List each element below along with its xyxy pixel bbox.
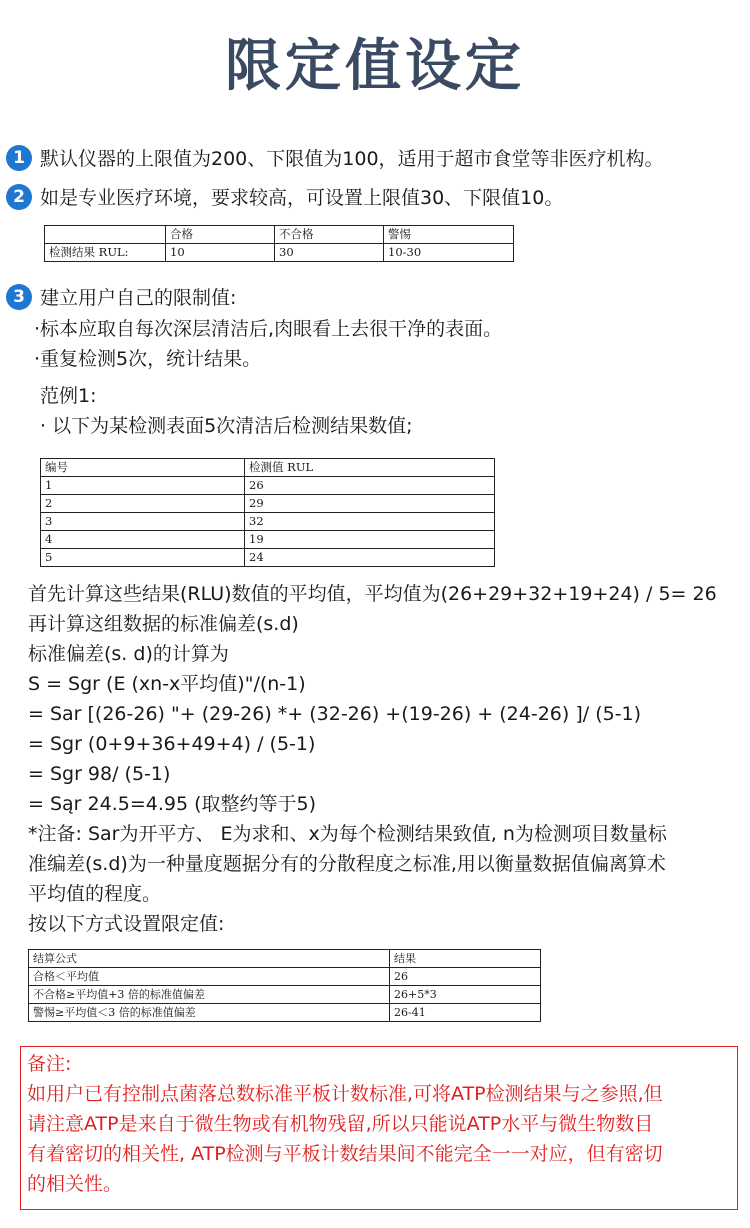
table-cell: 5 [41,549,245,567]
formula-table [28,949,541,1022]
item-2 [6,183,563,210]
table-cell: 检测值 RUL [245,459,495,477]
table-cell: 26-41 [390,1004,541,1022]
calc-line: = Sgr (0+9+36+49+4) / (5-1) [28,733,316,755]
table-row [29,968,541,986]
note-box [20,1046,738,1210]
table-cell: 2 [41,495,245,513]
item-3-text: 建立用户自己的限制值: [40,287,237,309]
table-row [29,1004,541,1022]
table-cell: 编号 [41,459,245,477]
table-cell: 26 [245,477,495,495]
table-row [45,226,514,244]
table-cell: 4 [41,531,245,549]
calc-line: *注备: Sar为开平方、 E为求和、x为每个检测结果致值, n为检测项目数量标 [28,823,667,845]
table-cell: 19 [245,531,495,549]
table-row [41,495,495,513]
calc-line: 准编差(s.d)为一种量度题据分有的分散程度之标准,用以衡量数据值偏离算术 [28,853,666,875]
calc-line: 平均值的程度。 [28,883,162,905]
table-cell: 29 [245,495,495,513]
item-2-text: 如是专业医疗环境，要求较高，可设置上限值30、下限值10。 [40,187,564,209]
calc-line: 首先计算这些结果(RLU)数值的平均值，平均值为(26+29+32+19+24) / 5= 26 [28,583,717,605]
note-line: 如用户已有控制点菌落总数标准平板计数标准,可将ATP检测结果与之参照,但 [27,1083,663,1105]
calc-line: = Sąr 24.5=4.95 (取整约等于5) [28,793,316,815]
table-cell: 不合格 [275,226,384,244]
page-title: 限定值设定 [225,34,525,99]
number-badge-3-icon: 3 [6,284,32,310]
table-cell: 3 [41,513,245,531]
note-line: 请注意ATP是来自于微生物或有机物残留,所以只能说ATP水平与微生物数目 [27,1113,654,1135]
table-row [41,549,495,567]
table-row [29,986,541,1004]
table-row [29,950,541,968]
table-cell: 合格 [166,226,275,244]
calc-line: S = Sgr (E (xn-x平均值)"/(n-1) [28,673,306,695]
table-cell: 结果 [390,950,541,968]
table-cell: 24 [245,549,495,567]
calc-line: 按以下方式设置限定值: [28,913,225,935]
note-title: 备注: [27,1053,72,1075]
table-cell: 26 [390,968,541,986]
number-badge-1-icon: 1 [6,145,32,171]
calc-line: = Sar [(26-26) "+ (29-26) *+ (32-26) +(19-26) + (24-26) ]/ (5-1) [28,703,642,725]
table-row [41,513,495,531]
calc-line: 标准偏差(s. d)的计算为 [28,643,229,665]
table-cell: 警惕≥平均值＜3 倍的标准值偏差 [29,1004,390,1022]
example-title: 范例1: [40,385,97,407]
table-cell: 不合格≥平均值+3 倍的标准值偏差 [29,986,390,1004]
calculation-block [28,579,717,939]
item-3 [6,283,236,310]
calc-line: 再计算这组数据的标准偏差(s.d) [28,613,299,635]
table-cell: 10 [166,244,275,262]
table-cell: 30 [275,244,384,262]
results-table [40,458,495,567]
limit-table [44,225,514,262]
table-row [41,477,495,495]
table-cell: 26+5*3 [390,986,541,1004]
table-row [45,244,514,262]
table-row [41,531,495,549]
number-badge-2-icon: 2 [6,184,32,210]
table-cell: 警惕 [384,226,514,244]
table-cell: 1 [41,477,245,495]
item-1 [6,144,664,171]
bullet-line: ·重复检测5次，统计结果。 [34,348,262,370]
table-row [41,459,495,477]
table-cell: 10-30 [384,244,514,262]
table-cell: 合格＜平均值 [29,968,390,986]
bullet-line: ·标本应取自每次深层清洁后,肉眼看上去很干净的表面。 [34,318,503,340]
example-desc: · 以下为某检测表面5次清洁后检测结果数值; [40,415,413,437]
table-cell [45,226,166,244]
note-line: 有着密切的相关性, ATP检测与平板计数结果间不能完全一一对应，但有密切 [27,1143,663,1165]
note-line: 的相关性。 [27,1173,123,1195]
table-cell: 32 [245,513,495,531]
calc-line: = Sgr 98/ (5-1) [28,763,171,785]
item-1-text: 默认仪器的上限值为200、下限值为100，适用于超市食堂等非医疗机构。 [40,148,664,170]
table-cell: 检测结果 RUL: [45,244,166,262]
table-cell: 结算公式 [29,950,390,968]
